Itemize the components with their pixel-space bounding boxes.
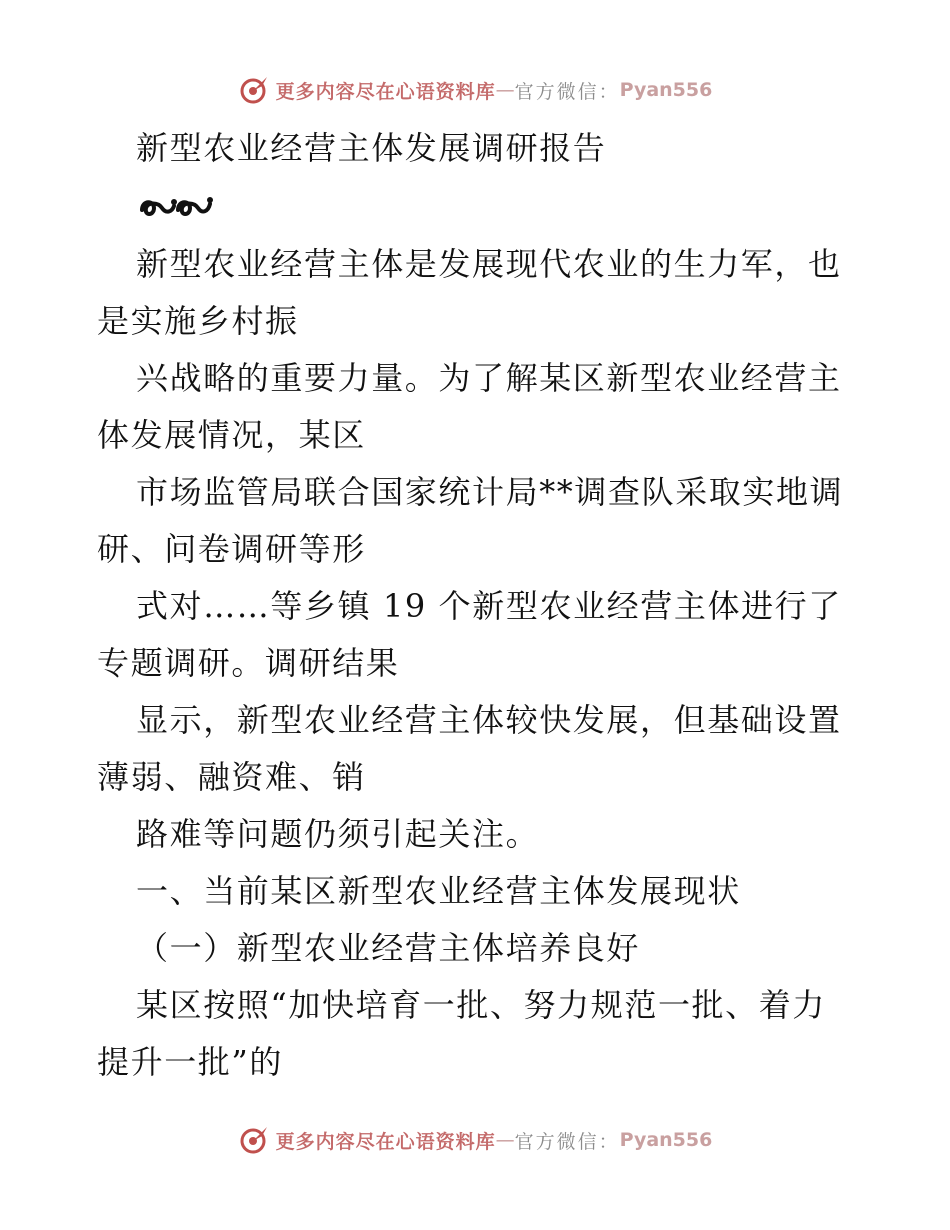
watermark-handle: Pyan556 [619,79,713,101]
watermark-handle: Pyan556 [619,1129,713,1151]
decorative-ornament-icon [136,190,216,224]
watermark-dash: — [495,79,515,101]
subsection-heading: （一）新型农业经营主体培养良好 [136,929,641,967]
body-line: 市场监管局联合国家统计局**调查队采取实地调 [136,473,844,511]
body-line: 体发展情况，某区 [97,416,366,454]
document-title: 新型农业经营主体发展调研报告 [136,129,607,167]
body-line: 显示，新型农业经营主体较快发展，但基础设置 [136,701,842,739]
body-line: 某区按照“加快培育一批、努力规范一批、着力 [136,986,826,1024]
body-line: 专题调研。调研结果 [97,644,400,682]
section-heading: 一、当前某区新型农业经营主体发展现状 [136,872,741,910]
body-line: 是实施乡村振 [97,302,299,340]
watermark-dash: — [495,1129,515,1151]
quill-logo-icon [238,74,270,106]
body-line: 薄弱、融资难、销 [97,758,366,796]
body-line: 式对……等乡镇 19 个新型农业经营主体进行了 [136,587,842,625]
watermark-brand: 更多内容尽在心语资料库 [275,80,496,103]
watermark-label: 官方微信： [514,1130,620,1153]
footer-watermark [0,1120,950,1160]
quill-logo-icon [238,1124,270,1156]
watermark-label: 官方微信： [514,80,620,103]
body-line: 新型农业经营主体是发展现代农业的生力军，也 [136,245,842,283]
header-watermark [0,70,950,110]
body-line: 路难等问题仍须引起关注。 [136,815,540,853]
body-line: 研、问卷调研等形 [97,530,366,568]
body-line: 兴战略的重要力量。为了解某区新型农业经营主 [136,359,842,397]
body-line: 提升一批”的 [97,1043,283,1081]
watermark-brand: 更多内容尽在心语资料库 [275,1130,496,1153]
